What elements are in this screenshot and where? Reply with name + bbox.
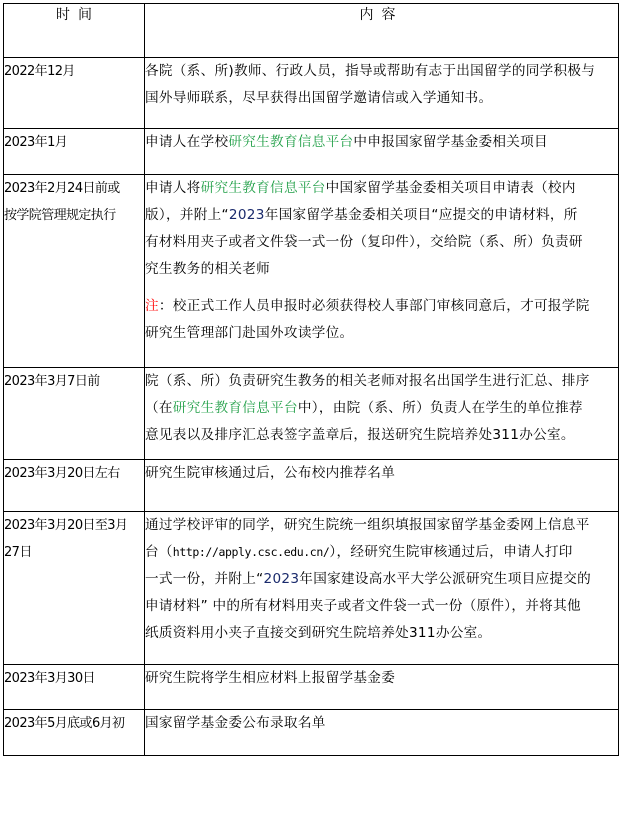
content-cell: 研究生院将学生相应材料上报留学基金委 [145, 665, 619, 710]
time-cell: 2023年2月24日前或 按学院管理规定执行 [4, 175, 145, 368]
csc-url[interactable]: http://apply.csc.edu.cn/ [172, 545, 330, 559]
table-row [4, 58, 619, 129]
content-cell: 院（系、所）负责研究生教务的相关老师对报名出国学生进行汇总、排序 （在研究生教育信息平台中），由院（系、所）负责人在学生的单位推荐 意见表以及排序汇总表签字盖章后，报送研究生院培养处311办公室。 [145, 368, 619, 460]
content-cell: 申请人将研究生教育信息平台中国家留学基金委相关项目申请表（校内 版），并附上“2023年国家留学基金委相关项目“应提交的申请材料，所 有材料用夹子或者文件袋一式一份（复印件），交给院（系、所）负责研 究生教务的相关老师 注：校正式工作人员申报时必须获得校人事部门审核同意后，才可报学院 研究生管理部门赴国外攻读学位。 [145, 175, 619, 368]
note: 注：校正式工作人员申报时必须获得校人事部门审核同意后，才可报学院 研究生管理部门赴国外攻读学位。 [145, 298, 590, 341]
time-cell: 2023年5月底或6月初 [4, 710, 145, 756]
table-row [4, 129, 619, 175]
content-cell: 申请人在学校研究生教育信息平台中申报国家留学基金委相关项目 [145, 129, 619, 175]
note-label: 注 [145, 298, 159, 314]
content-cell: 通过学校评审的同学，研究生院统一组织填报国家留学基金委网上信息平 台（http://apply.csc.edu.cn/），经研究生院审核通过后，申请人打印 一式一份，并附上“2023年国家建设高水平大学公派研究生项目应提交的 申请材料” 中的所有材料用夹子或者文件袋一式一份（原件），并将其他 纸质资料用小夹子直接交到研究生院培养处311办公室。 [145, 512, 619, 665]
table-row [4, 665, 619, 710]
header-content: 内容 [145, 4, 619, 58]
time-cell: 2023年3月30日 [4, 665, 145, 710]
time-cell: 2023年3月20日左右 [4, 460, 145, 512]
platform-link[interactable]: 研究生教育信息平台 [200, 180, 326, 196]
content-cell: 国家留学基金委公布录取名单 [145, 710, 619, 756]
content-cell: 研究生院审核通过后，公布校内推荐名单 [145, 460, 619, 512]
schedule-table [3, 3, 619, 756]
content-cell: 各院（系、所)教师、行政人员，指导或帮助有志于出国留学的同学积极与 国外导师联系，尽早获得出国留学邀请信或入学通知书。 [145, 58, 619, 129]
table-row [4, 460, 619, 512]
header-row [4, 4, 619, 58]
time-cell: 2023年3月20日至3月 27日 [4, 512, 145, 665]
time-cell: 2022年12月 [4, 58, 145, 129]
time-cell: 2023年3月7日前 [4, 368, 145, 460]
table-row [4, 368, 619, 460]
time-cell: 2023年1月 [4, 129, 145, 175]
platform-link[interactable]: 研究生教育信息平台 [172, 400, 298, 416]
table-row [4, 512, 619, 665]
header-time: 时间 [4, 4, 145, 58]
platform-link[interactable]: 研究生教育信息平台 [228, 134, 354, 150]
table-row [4, 710, 619, 756]
table-row [4, 175, 619, 368]
